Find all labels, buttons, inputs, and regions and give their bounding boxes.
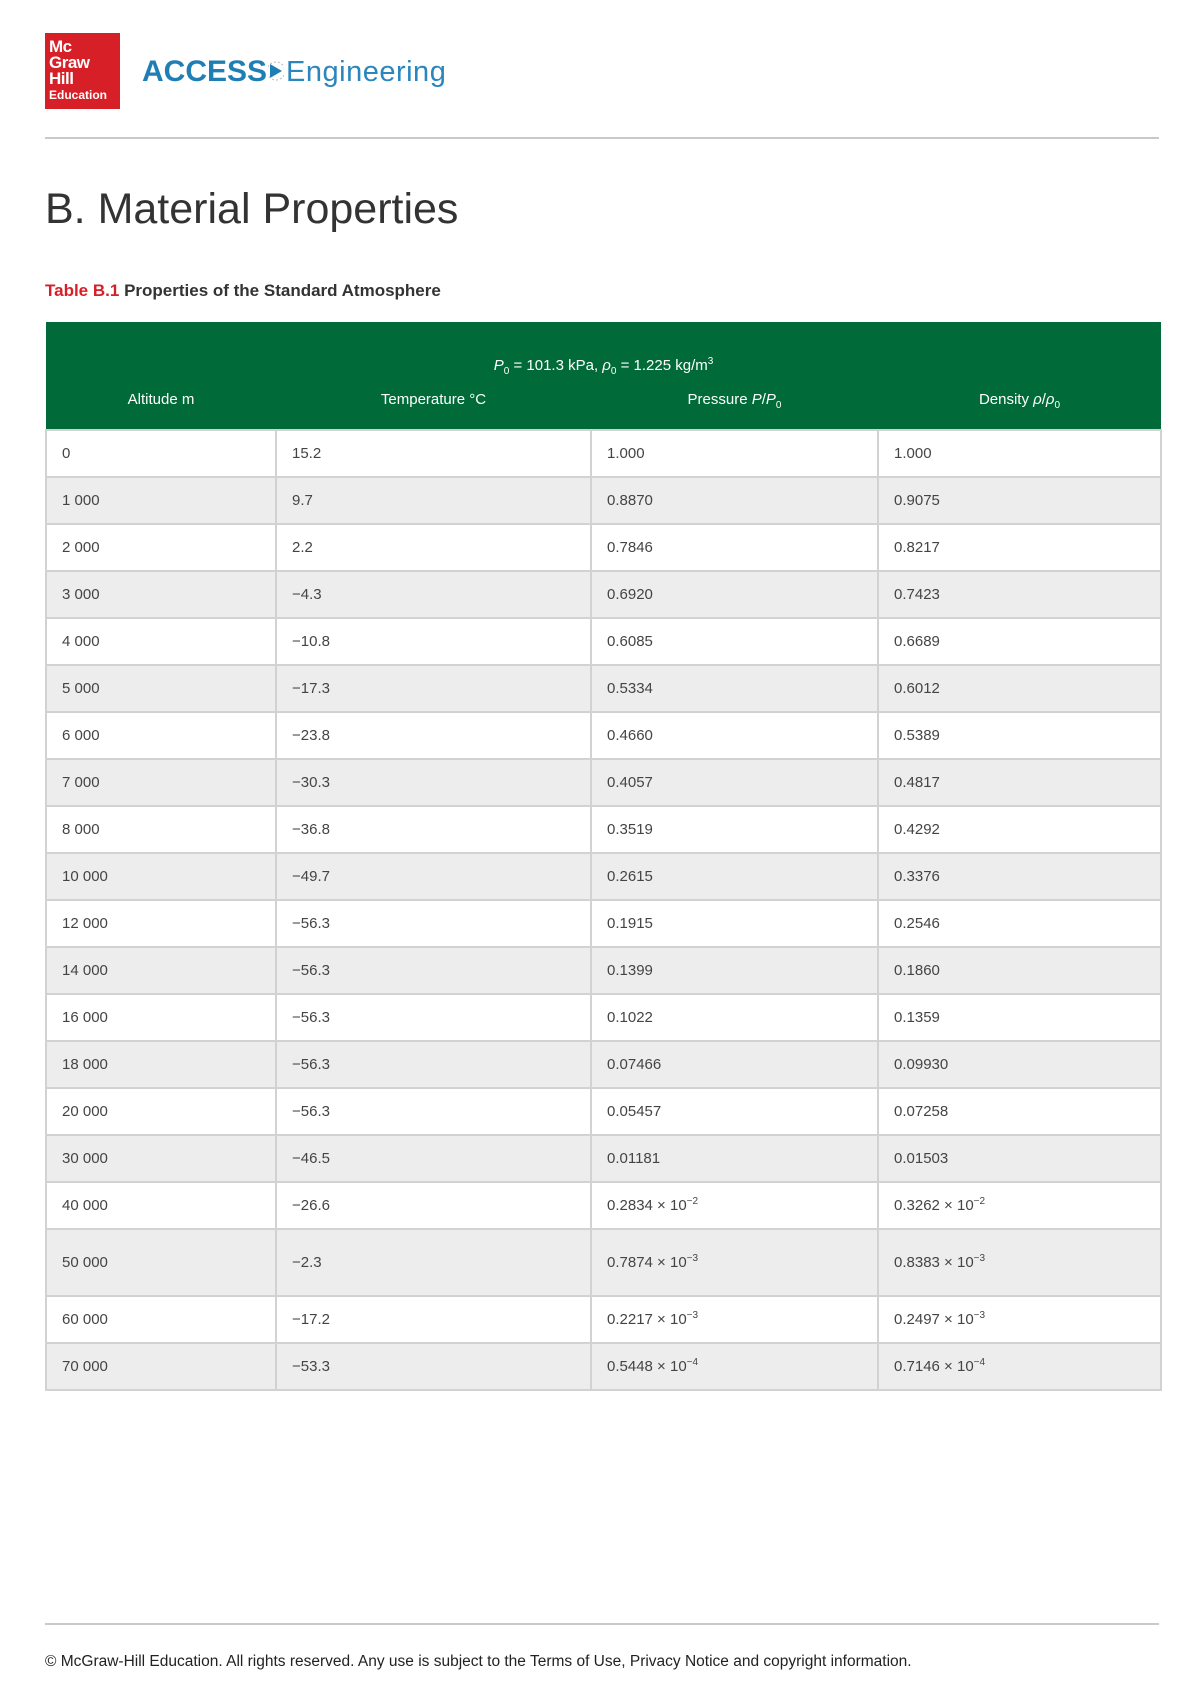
column-header-temperature: Temperature °C [276, 374, 591, 430]
pressure-ratio-cell: 0.4057 [591, 759, 878, 806]
temperature-cell: −10.8 [276, 618, 591, 665]
density-ratio-cell: 0.1860 [878, 947, 1161, 994]
temperature-cell: −53.3 [276, 1343, 591, 1390]
density-ratio-cell: 0.07258 [878, 1088, 1161, 1135]
pressure-ratio-cell: 0.6920 [591, 571, 878, 618]
temperature-cell: −56.3 [276, 994, 591, 1041]
standard-atmosphere-table [45, 322, 1162, 1391]
table-row [46, 947, 1161, 994]
temperature-cell: 15.2 [276, 430, 591, 477]
temperature-cell: −56.3 [276, 1041, 591, 1088]
temperature-cell: −36.8 [276, 806, 591, 853]
temperature-cell: −26.6 [276, 1182, 591, 1229]
table-row [46, 1229, 1161, 1296]
temperature-cell: −56.3 [276, 947, 591, 994]
table-row [46, 712, 1161, 759]
density-ratio-cell: 0.6689 [878, 618, 1161, 665]
gear-arrow-icon [268, 53, 284, 93]
density-ratio-cell: 1.000 [878, 430, 1161, 477]
altitude-cell: 7 000 [46, 759, 276, 806]
pressure-ratio-cell: 0.05457 [591, 1088, 878, 1135]
logo-text-mc: Mc [49, 37, 72, 56]
temperature-cell: 2.2 [276, 524, 591, 571]
altitude-cell: 50 000 [46, 1229, 276, 1296]
table-row [46, 1088, 1161, 1135]
pressure-ratio-cell: $0.5448 \times 10^{-4}$ [591, 1343, 878, 1390]
pressure-ratio-cell: 0.5334 [591, 665, 878, 712]
pressure-ratio-cell: $0.2217 \times 10^{-3}$ [591, 1296, 878, 1343]
table-title: Properties of the Standard Atmosphere [124, 281, 441, 300]
pressure-ratio-cell: 0.7846 [591, 524, 878, 571]
altitude-cell: 14 000 [46, 947, 276, 994]
density-ratio-cell: 0.01503 [878, 1135, 1161, 1182]
header-divider [45, 137, 1159, 139]
table-number: Table B.1 [45, 281, 120, 300]
density-ratio-cell: $0.3262 \times 10^{-2}$ [878, 1182, 1161, 1229]
table-row [46, 524, 1161, 571]
altitude-cell: 70 000 [46, 1343, 276, 1390]
altitude-cell: 5 000 [46, 665, 276, 712]
brand-engineering: Engineering [286, 56, 447, 88]
temperature-cell: −49.7 [276, 853, 591, 900]
density-ratio-cell: 0.3376 [878, 853, 1161, 900]
temperature-cell: −56.3 [276, 900, 591, 947]
altitude-cell: 3 000 [46, 571, 276, 618]
altitude-cell: 18 000 [46, 1041, 276, 1088]
altitude-cell: 4 000 [46, 618, 276, 665]
altitude-cell: 16 000 [46, 994, 276, 1041]
table-row [46, 1182, 1161, 1229]
logo-text-graw: Graw [49, 53, 90, 72]
reference-conditions: $P_0 = 101.3$ kPa, $\rho_0 = 1.225$ $kg/m^3$ [46, 322, 1161, 374]
altitude-cell: 20 000 [46, 1088, 276, 1135]
altitude-cell: 60 000 [46, 1296, 276, 1343]
density-ratio-cell: 0.09930 [878, 1041, 1161, 1088]
density-ratio-cell: $0.8383 \times 10^{-3}$ [878, 1229, 1161, 1296]
pressure-ratio-cell: 0.4660 [591, 712, 878, 759]
altitude-cell: 6 000 [46, 712, 276, 759]
pressure-ratio-cell: 0.6085 [591, 618, 878, 665]
density-ratio-cell: 0.6012 [878, 665, 1161, 712]
temperature-cell: −30.3 [276, 759, 591, 806]
table-row [46, 759, 1161, 806]
altitude-cell: 0 [46, 430, 276, 477]
table-row [46, 900, 1161, 947]
altitude-cell: 10 000 [46, 853, 276, 900]
density-ratio-cell: 0.2546 [878, 900, 1161, 947]
pressure-ratio-cell: 0.2615 [591, 853, 878, 900]
mcgraw-hill-logo [45, 33, 120, 109]
logo-text-hill: Hill [49, 69, 74, 88]
pressure-ratio-cell: 0.1915 [591, 900, 878, 947]
table-row [46, 1041, 1161, 1088]
table-caption [45, 281, 441, 301]
density-ratio-cell: 0.7423 [878, 571, 1161, 618]
temperature-cell: −2.3 [276, 1229, 591, 1296]
density-ratio-cell: 0.4292 [878, 806, 1161, 853]
temperature-cell: 9.7 [276, 477, 591, 524]
table-row [46, 430, 1161, 477]
table-row [46, 1296, 1161, 1343]
pressure-ratio-cell: 0.8870 [591, 477, 878, 524]
pressure-ratio-cell: 0.1399 [591, 947, 878, 994]
column-header-altitude: Altitude m [46, 374, 276, 430]
density-ratio-cell: 0.1359 [878, 994, 1161, 1041]
table-row [46, 1135, 1161, 1182]
table-row [46, 665, 1161, 712]
temperature-cell: −23.8 [276, 712, 591, 759]
page-title: B. Material Properties [45, 185, 459, 233]
density-ratio-cell: 0.4817 [878, 759, 1161, 806]
altitude-cell: 30 000 [46, 1135, 276, 1182]
table-body [46, 430, 1161, 1390]
table-row [46, 618, 1161, 665]
altitude-cell: 2 000 [46, 524, 276, 571]
density-ratio-cell: 0.8217 [878, 524, 1161, 571]
pressure-ratio-cell: 0.01181 [591, 1135, 878, 1182]
density-ratio-cell: 0.9075 [878, 477, 1161, 524]
table-row [46, 571, 1161, 618]
table-row [46, 806, 1161, 853]
footer-divider [45, 1623, 1159, 1625]
density-ratio-cell: $0.2497 \times 10^{-3}$ [878, 1296, 1161, 1343]
altitude-cell: 40 000 [46, 1182, 276, 1229]
pressure-ratio-cell: 0.07466 [591, 1041, 878, 1088]
pressure-ratio-cell: $0.2834 \times 10^{-2}$ [591, 1182, 878, 1229]
pressure-ratio-cell: 0.3519 [591, 806, 878, 853]
brand-access: ACCESS [142, 55, 268, 88]
pressure-ratio-cell: $0.7874 \times 10^{-3}$ [591, 1229, 878, 1296]
column-header-pressure: Pressure $P/P_0$ [591, 374, 878, 430]
pressure-ratio-cell: 0.1022 [591, 994, 878, 1041]
column-header-density: Density $\rho/\rho_0$ [878, 374, 1161, 430]
table-row [46, 994, 1161, 1041]
temperature-cell: −4.3 [276, 571, 591, 618]
temperature-cell: −17.2 [276, 1296, 591, 1343]
access-engineering-logo [142, 52, 446, 92]
copyright-footer: © McGraw-Hill Education. All rights reserved. Any use is subject to the Terms of Use, Privacy Notice and copyright information. [45, 1653, 912, 1670]
table-row [46, 477, 1161, 524]
density-ratio-cell: $0.7146 \times 10^{-4}$ [878, 1343, 1161, 1390]
temperature-cell: −56.3 [276, 1088, 591, 1135]
temperature-cell: −46.5 [276, 1135, 591, 1182]
altitude-cell: 1 000 [46, 477, 276, 524]
table-row [46, 1343, 1161, 1390]
table-row [46, 853, 1161, 900]
pressure-ratio-cell: 1.000 [591, 430, 878, 477]
altitude-cell: 12 000 [46, 900, 276, 947]
logo-text-education: Education [49, 88, 108, 102]
altitude-cell: 8 000 [46, 806, 276, 853]
density-ratio-cell: 0.5389 [878, 712, 1161, 759]
temperature-cell: −17.3 [276, 665, 591, 712]
